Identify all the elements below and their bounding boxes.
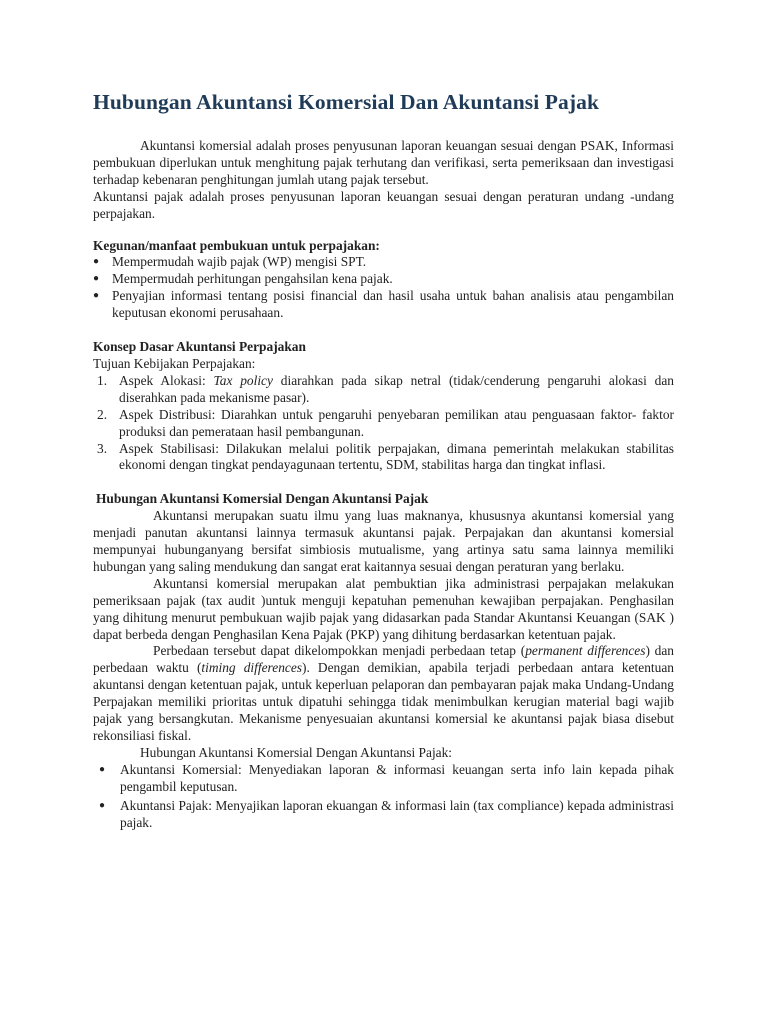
- paragraph-text: Perbedaan tersebut dapat dikelompokkan menjadi perbedaan tetap (: [153, 643, 526, 659]
- list-item: [93, 288, 674, 322]
- list-item: [93, 441, 674, 475]
- paragraph-text: ). Dengan demikian, apabila terjadi perbedaan antara ketentuan akuntansi dengan ketentuan pajak, untuk keperluan pelaporan dan pembayaran pajak maka Undang-Undang Perpajakan memiliki prioritas untuk dipatuhi sehingga tidak menimbulkan kerugian material bagi wajib pajak yang bersangkutan. Mekanisme penyesuaian akuntansi komersial ke akuntansi pajak biasa disebut rekonsiliasi fiskal.: [93, 660, 674, 743]
- list-item-emphasis: Tax policy: [213, 372, 273, 388]
- list-item: [93, 407, 674, 441]
- list-number: 1.: [97, 372, 108, 388]
- konsep-subheading: Tujuan Kebijakan Perpajakan:: [93, 355, 256, 371]
- list-item-text: Mempermudah wajib pajak (WP) mengisi SPT.: [112, 254, 367, 270]
- list-item: [93, 271, 674, 288]
- list-item: [93, 762, 674, 796]
- hubungan-paragraph-2: Akuntansi komersial merupakan alat pembuktian jika administrasi perpajakan melakukan pemeriksaan pajak (tax audit )untuk menguji kepatuhan pemenuhan kewajiban perpajakan. Penghasilan yang dihitung menurut pembukuan wajib pajak yang didasarkan pada Standar Akuntansi Keuangan (SAK ) dapat berbeda dengan Penghasilan Kena Pajak (PKP) yang dihitung berdasarkan ketentuan pajak.: [93, 575, 674, 642]
- list-number: 3.: [97, 440, 108, 456]
- bullet-icon: ●: [99, 799, 106, 811]
- list-item: [93, 373, 674, 407]
- paragraph-emphasis: timing differences: [201, 660, 302, 676]
- konsep-list: [93, 373, 674, 474]
- list-item-text: diarahkan pada sikap netral (tidak/cenderung pengaruhi alokasi dan diserahkan pada mekanisme pasar).: [119, 372, 674, 405]
- intro-paragraph-1: Akuntansi komersial adalah proses penyusunan laporan keuangan sesuai dengan PSAK, Informasi pembukuan diperlukan untuk menghitung pajak terhutang dan verifikasi, serta pemeriksaan dan investigasi terhadap kebenaran penghitungan jumlah utang pajak tersebut.: [93, 138, 674, 187]
- bullet-icon: ●: [93, 273, 100, 285]
- intro-paragraph-2: Akuntansi pajak adalah proses penyusunan laporan keuangan sesuai dengan peraturan undang -undang perpajakan.: [93, 188, 674, 221]
- list-item-text: Aspek Distribusi: Diarahkan untuk pengaruhi penyebaran pemilikan atau penguasaan faktor- faktor produksi dan pemerataan hasil pembangunan.: [119, 406, 674, 439]
- list-item: [93, 798, 674, 832]
- kegunaan-list: [93, 254, 674, 322]
- list-item-text: Aspek Alokasi:: [119, 372, 214, 388]
- paragraph-text: ) dan perbedaan waktu (: [93, 643, 674, 676]
- hubungan-paragraph-4: Hubungan Akuntansi Komersial Dengan Akuntansi Pajak:: [140, 744, 453, 760]
- bullet-icon: ●: [99, 763, 106, 775]
- paragraph-emphasis: permanent differences: [525, 643, 646, 659]
- list-item: [93, 254, 674, 271]
- hubungan-paragraph-3: [93, 643, 674, 744]
- list-item-text: Aspek Stabilisasi: Dilakukan melalui politik perpajakan, dimana pemerintah melakukan stabilitas ekonomi dengan tingkat pendayagunaan tertentu, SDM, stabilitas harga dan tingkat inflasi.: [119, 440, 674, 473]
- list-item-text: Penyajian informasi tentang posisi financial dan hasil usaha untuk bahan analisis atau pengambilan keputusan ekonomi perusahaan.: [112, 288, 674, 321]
- hubungan-list: [93, 762, 674, 832]
- kegunaan-heading: Kegunan/manfaat pembukuan untuk perpajakan:: [93, 237, 380, 253]
- hubungan-heading: Hubungan Akuntansi Komersial Dengan Akuntansi Pajak: [96, 491, 429, 507]
- list-item-text: Mempermudah perhitungan pengahsilan kena pajak.: [112, 271, 393, 287]
- konsep-heading: Konsep Dasar Akuntansi Perpajakan: [93, 339, 306, 355]
- list-number: 2.: [97, 406, 108, 422]
- list-item-text: Akuntansi Pajak: Menyajikan laporan ekuangan & informasi lain (tax compliance) kepada administrasi pajak.: [120, 797, 674, 830]
- hubungan-paragraph-1: Akuntansi merupakan suatu ilmu yang luas maknanya, khususnya akuntansi komersial yang menjadi panutan akuntansi lainnya termasuk akuntansi pajak. Perpajakan dan akuntansi komersial mempunyai hubunganyang bersifat simbiosis mutualisme, yang artinya satu sama lainnya memiliki hubungan yang saling mendukung dan sangat erat kaitannya sesuai dengan peraturan yang berlaku.: [93, 508, 674, 574]
- page-title: Hubungan Akuntansi Komersial Dan Akuntansi Pajak: [93, 90, 600, 114]
- bullet-icon: ●: [93, 256, 100, 268]
- bullet-icon: ●: [93, 290, 100, 302]
- list-item-text: Akuntansi Komersial: Menyediakan laporan & informasi keuangan serta info lain kepada pihak pengambil keputusan.: [120, 761, 674, 794]
